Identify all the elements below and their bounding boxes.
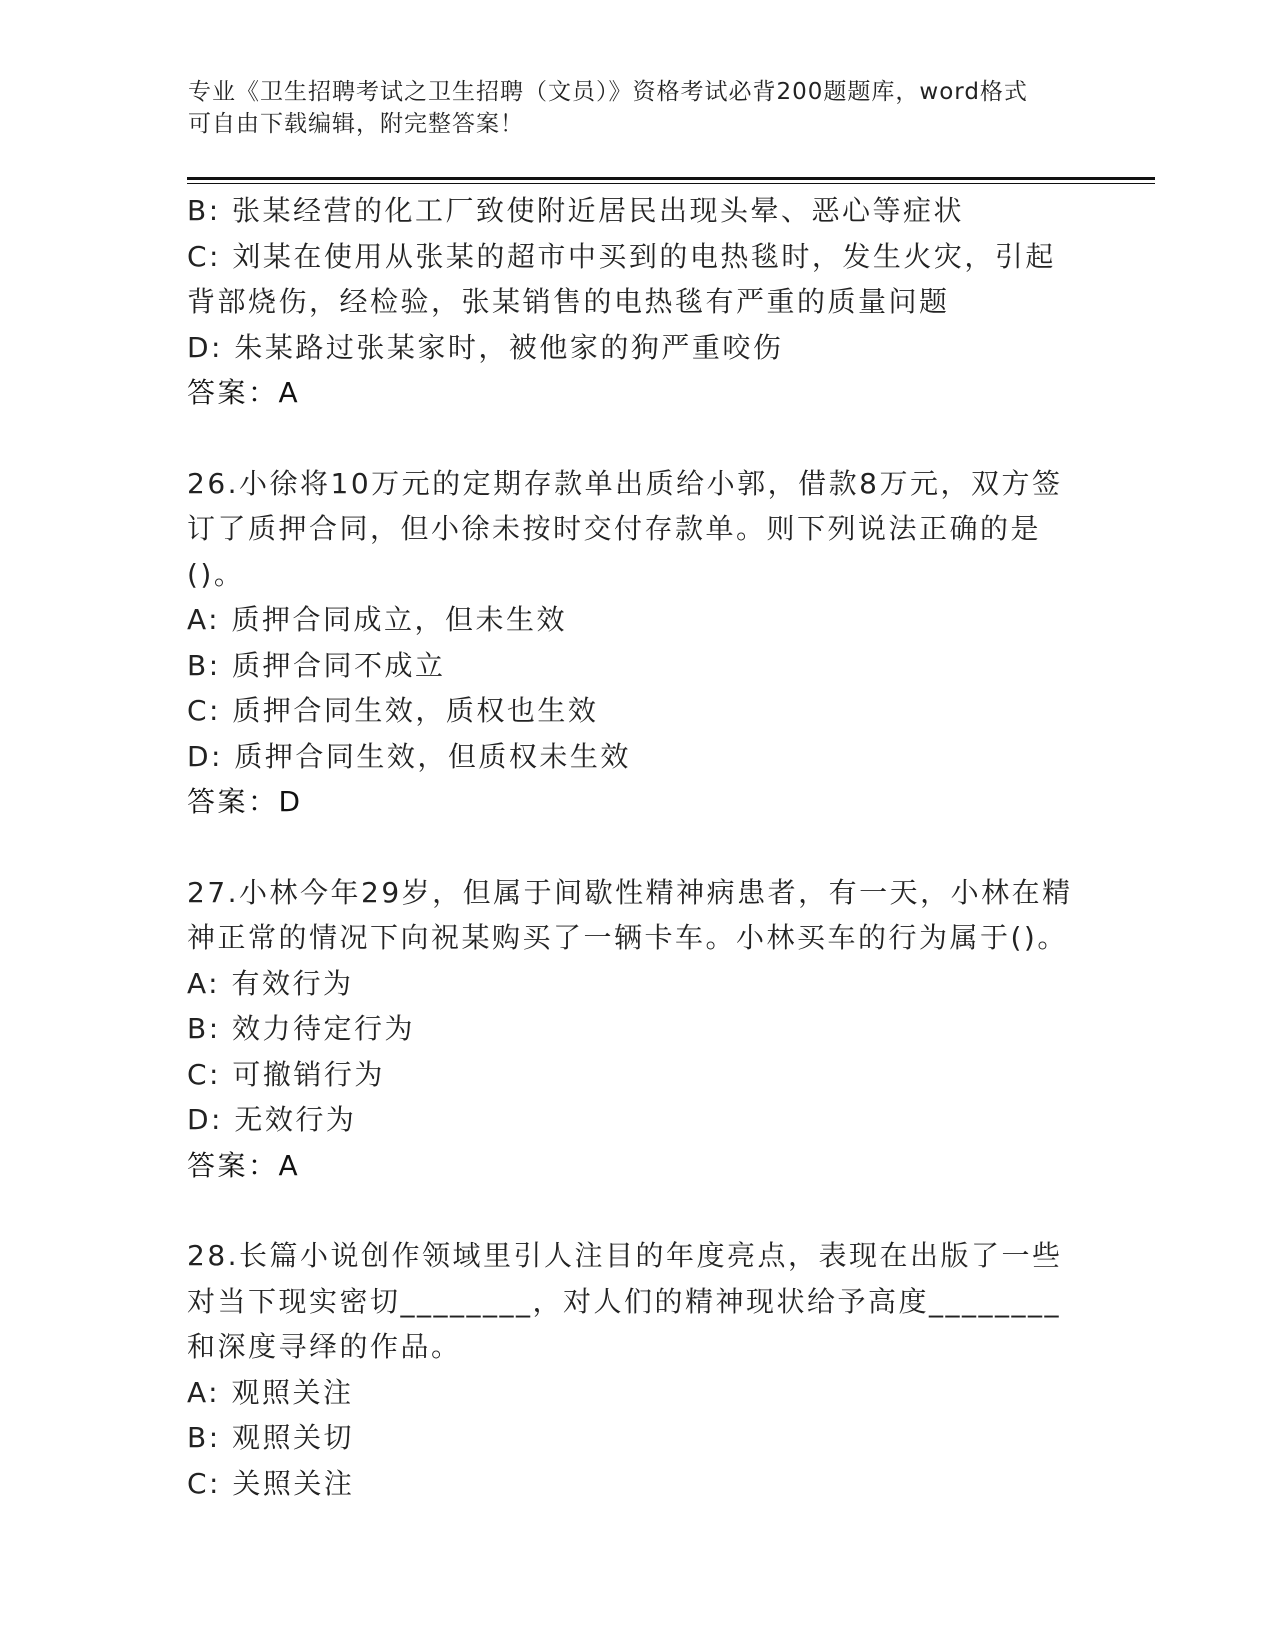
question-block-26 bbox=[187, 461, 1077, 825]
question-list bbox=[187, 188, 1077, 1506]
question-stem: 28.长篇小说创作领域里引人注目的年度亮点，表现在出版了一些对当下现实密切________，对人们的精神现状给予高度________和深度寻绎的作品。 bbox=[187, 1239, 1063, 1363]
option-c: C: 刘某在使用从张某的超市中买到的电热毯时，发生火灾，引起背部烧伤，经检验，张某销售的电热毯有严重的质量问题 bbox=[187, 239, 1056, 318]
option-c: C: 可撤销行为 bbox=[187, 1057, 385, 1091]
option-b: B: 效力待定行为 bbox=[187, 1012, 416, 1045]
header-line-2: 可自由下载编辑，附完整答案！ bbox=[188, 111, 524, 137]
option-d: D: 无效行为 bbox=[187, 1103, 357, 1136]
question-stem: 27.小林今年29岁，但属于间歇性精神病患者，有一天，小林在精神正常的情况下向祝某购买了一辆卡车。小林买车的行为属于()。 bbox=[187, 875, 1073, 954]
question-block-27 bbox=[187, 870, 1077, 1189]
spacer bbox=[187, 416, 1077, 461]
question-block-25 bbox=[187, 188, 1077, 416]
question-stem: 26.小徐将10万元的定期存款单出质给小郭，借款8万元，双方签订了质押合同，但小徐未按时交付存款单。则下列说法正确的是()。 bbox=[187, 466, 1063, 591]
question-block-28 bbox=[187, 1233, 1077, 1506]
answer-label: 答案：A bbox=[187, 1148, 301, 1182]
option-b: B: 张某经营的化工厂致使附近居民出现头晕、恶心等症状 bbox=[187, 194, 965, 227]
option-a: A: 质押合同成立，但未生效 bbox=[187, 603, 567, 636]
spacer bbox=[187, 1188, 1077, 1233]
header-divider-thick bbox=[187, 177, 1155, 180]
option-d: D: 质押合同生效，但质权未生效 bbox=[187, 739, 631, 773]
header-line-1: 专业《卫生招聘考试之卫生招聘（文员）》资格考试必背200题题库，word格式 bbox=[188, 79, 1028, 105]
header-divider-thin bbox=[187, 183, 1155, 184]
option-b: B: 质押合同不成立 bbox=[187, 648, 446, 682]
spacer bbox=[187, 825, 1077, 870]
document-header bbox=[188, 76, 1068, 140]
answer-label: 答案：A bbox=[187, 376, 301, 409]
option-c: C: 关照关注 bbox=[187, 1466, 355, 1500]
option-a: A: 观照关注 bbox=[187, 1375, 354, 1409]
option-c: C: 质押合同生效，质权也生效 bbox=[187, 694, 599, 727]
option-b: B: 观照关切 bbox=[187, 1421, 355, 1454]
answer-label: 答案：D bbox=[187, 785, 303, 818]
option-a: A: 有效行为 bbox=[187, 966, 354, 1000]
option-d: D: 朱某路过张某家时，被他家的狗严重咬伤 bbox=[187, 330, 784, 364]
